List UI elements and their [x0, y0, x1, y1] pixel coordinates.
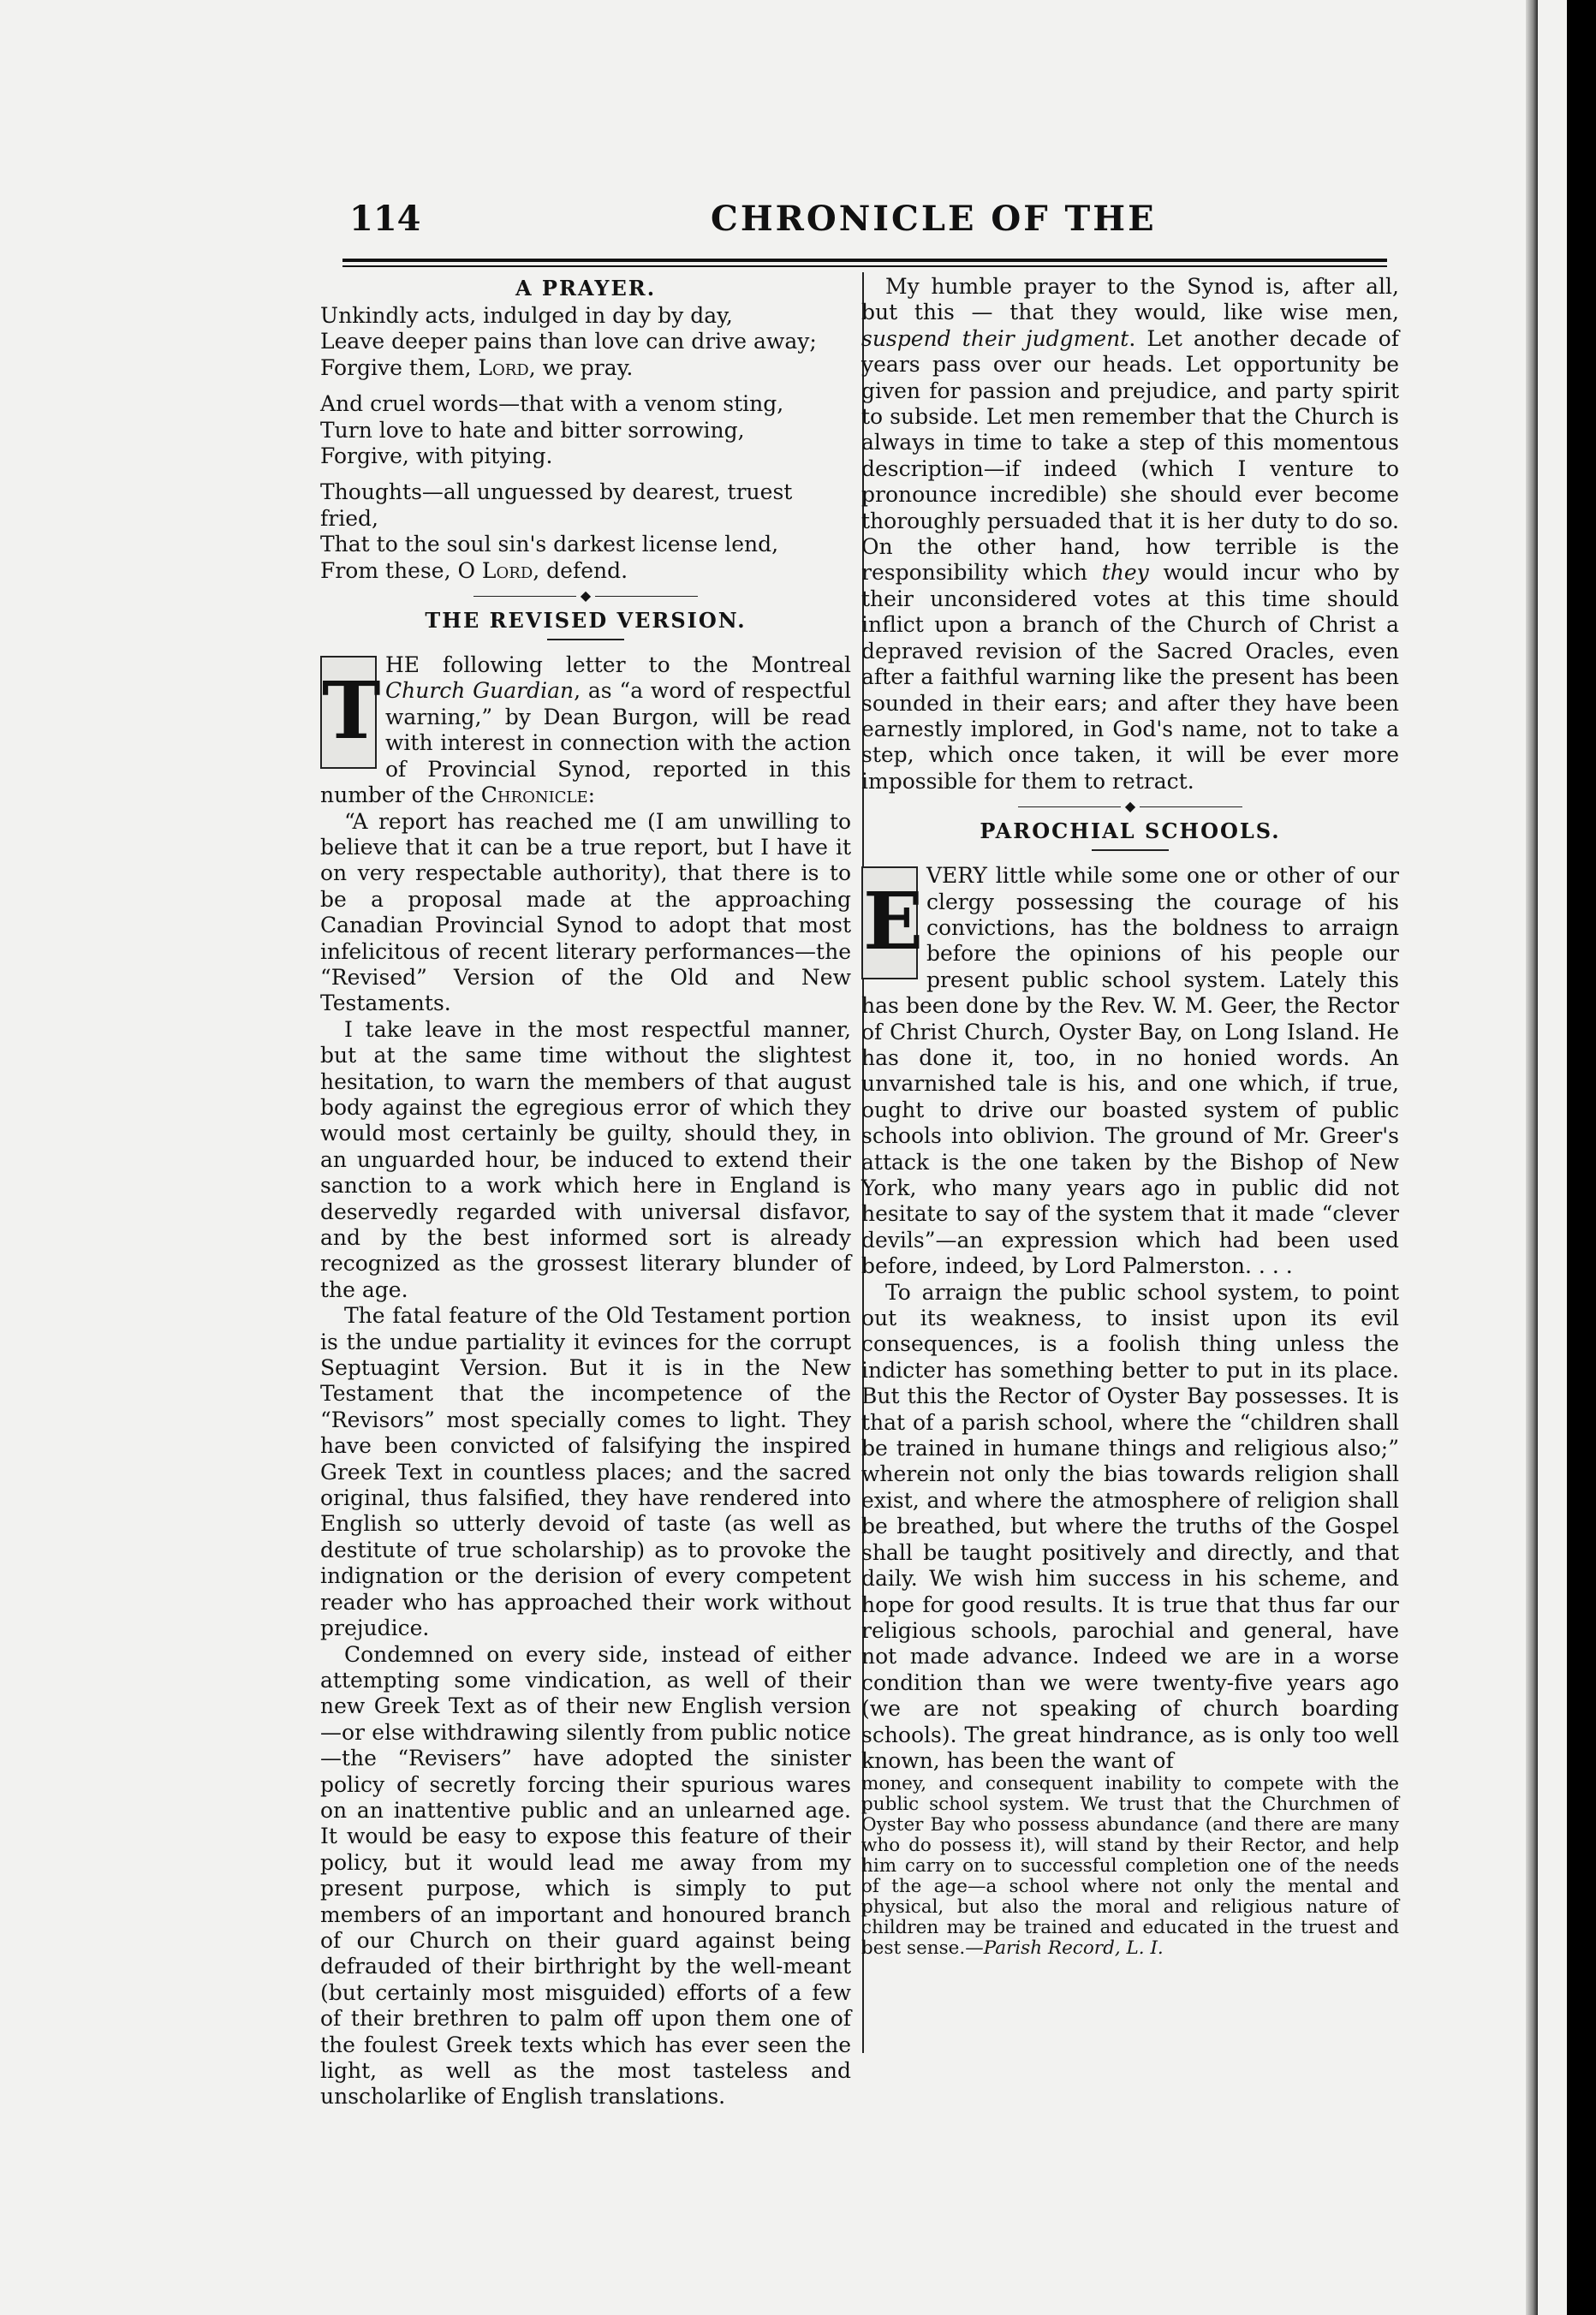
running-head: CHRONICLE OF THE — [711, 199, 1157, 239]
page-header — [325, 199, 1387, 250]
revised-paragraph-continued: My humble prayer to the Synod is, after all, but this — that they would, like wise men, suspend their judgment. Let another decade of years pass over our heads. Let opportunity be given for passion and prejudice, and party spirit to subside. Let men remember that the Church is always in time to take a step of this momentous description—if indeed (which I venture to pronounce incredible) she should ever become thoroughly persuaded that it is her duty to do so. On the other hand, how terrible is the responsibility which they would incur who by their unconsidered votes at this time should inflict upon a branch of the Church of Christ a depraved revision of the Sacred Oracles, even after a faithful warning like the present has been sounded in their ears; and after they have been earnestly implored, in God's name, not to take a step, which once taken, it will be ever more impossible for them to retract. — [861, 274, 1400, 794]
attribution: —Parish Record, L. I. — [965, 1937, 1164, 1959]
title-rule — [547, 639, 624, 640]
poem-line: Forgive them, Lord, we pray. — [320, 354, 634, 380]
dropcap-letter: T — [320, 656, 377, 769]
title-rule — [1092, 849, 1169, 851]
poem-line: Unkindly acts, indulged in day by day, — [320, 303, 733, 328]
parochial-paragraph: E VERY little while some one or other of our clergy possessing the courage of his convictions, has the boldness to arraign before the opinions of his people our present public school system. Lately this has been done by the Rev. W. M. Geer, the Rector of Christ Church, Oyster Bay, on Long Island. He has done it, too, in no honied words. An unvarnished tale is his, and one which, if true, ought to drive our boasted system of public schools into oblivion. The ground of Mr. Greer's attack is the one taken by the Bishop of New York, who many years ago in public did not hesitate to say of the system that it made “clever devils”—an expression which had been used before, indeed, by Lord Palmerston. . . . — [861, 863, 1399, 1279]
poem-line: Forgive, with pitying. — [320, 443, 553, 469]
header-rule-thick — [342, 259, 1387, 262]
revised-paragraph: “A report has reached me (I am unwilling to believe that it can be a true report, but I have it on very respectable authority), that there is to be a proposal made at the approaching Canadian Provincial Synod to adopt that most infelicitous of recent literary performances—the “Revised” Version of the Old and New Testaments. — [320, 808, 851, 1016]
parochial-paragraph: To arraign the public school system, to point out its weakness, to insist upon its evil consequences, is a foolish thing unless the indicter has something better to put in its place. But this the Rector of Oyster Bay possesses. It is that of a parish school, where the “children shall be trained in humane things and religious also;” wherein not only the bias towards religion shall exist, and where the atmosphere of religion shall be breathed, but where the truths of the Gospel shall be taught positively and directly, and that daily. We wish him success in his scheme, and hope for good results. It is true that thus far our religious schools, parochial and general, have not made advance. Indeed we are in a worse condition than we were twenty-five years ago (we are not speaking of church boarding schools). The great hindrance, as is only too well known, has been the want of — [861, 1279, 1399, 1773]
revised-title: THE REVISED VERSION. — [425, 608, 747, 634]
revised-paragraph: The fatal feature of the Old Testament portion is the undue partiality it evinces for the corrupt Septuagint Version. But it is in the New Testament that the incompetence of the “Revisors” most specially comes to light. They have been convicted of falsifying the inspired Greek Text in countless places; and the sacred original, thus falsified, they have rendered into English so utterly devoid of taste (as well as destitute of true scholarship) as to provoke the indignation or the derision of every competent reader who has approached their work without prejudice. — [320, 1303, 851, 1641]
prayer-stanza-3 — [320, 479, 851, 584]
page-edge — [1526, 0, 1538, 2315]
parochial-title: PAROCHIAL SCHOOLS. — [980, 818, 1281, 844]
revised-intro: T HE following letter to the Montreal Church Guardian, as “a word of respectful warning,” by Dean Burgon, will be read with interest in connection with the action of Provincial Synod, reported in this number of the Chronicle: — [320, 652, 851, 808]
right-column — [861, 274, 1399, 1959]
poem-line: And cruel words—that with a venom sting, — [320, 391, 784, 417]
revised-paragraph: I take leave in the most respectful manner, but at the same time without the slightest hesitation, to warn the members of that august body against the egregious error of which they would most certainly be guilty, should they, in an unguarded hour, be induced to extend their sanction to a work which here in England is deservedly regarded with universal disfavor, and by the best informed sort is already recognized as the grossest literary blunder of the age. — [320, 1016, 851, 1302]
ornament-divider: ◆ — [861, 800, 1399, 813]
poem-line: From these, O Lord, defend. — [320, 557, 628, 583]
revised-paragraph: Condemned on every side, instead of either attempting some vindication, as well of their new Greek Text as of their new English version—or else withdrawing silently from public notice—the “Revisers” have adopted the sinister policy of secretly forcing their spurious wares on an inattentive public and an unlearned age. It would be easy to expose this feature of their policy, but it would lead me away from my present purpose, which is simply to put members of an important and honoured branch of our Church on their guard against being defrauded of their birthright by the well-meant (but certainly most misguided) efforts of a few of their brethren to palm off upon them one of the foulest Greek texts which has ever seen the light, as well as the most tasteless and unscholarlike of English translations. — [320, 1641, 851, 2110]
dropcap-letter: E — [861, 866, 918, 979]
poem-line: Leave deeper pains than love can drive away; — [320, 329, 817, 354]
poem-line: Turn love to hate and bitter sorrowing, — [320, 417, 745, 443]
prayer-title: A PRAYER. — [515, 276, 657, 301]
header-rule-thin — [342, 265, 1387, 267]
ornament-divider: ◆ — [320, 589, 851, 603]
parochial-paragraph-small: money, and consequent inability to compete with the public school system. We trust that the Churchmen of Oyster Bay who possess abundance (and there are many who do possess it), will stand by their Rector, and help him carry on to successful completion one of the needs of the age—a school where not only the mental and physical, but also the moral and religious nature of children may be trained and educated in the truest and best sense.—Parish Record, L. I. — [861, 1773, 1399, 1959]
left-column — [320, 274, 851, 2110]
page-number: 114 — [349, 199, 421, 239]
prayer-stanza-1 — [320, 303, 851, 381]
poem-line: That to the soul sin's darkest license lend, — [320, 532, 779, 557]
prayer-stanza-2 — [320, 391, 851, 469]
poem-line: Thoughts—all unguessed by dearest, truest fried, — [320, 479, 793, 531]
